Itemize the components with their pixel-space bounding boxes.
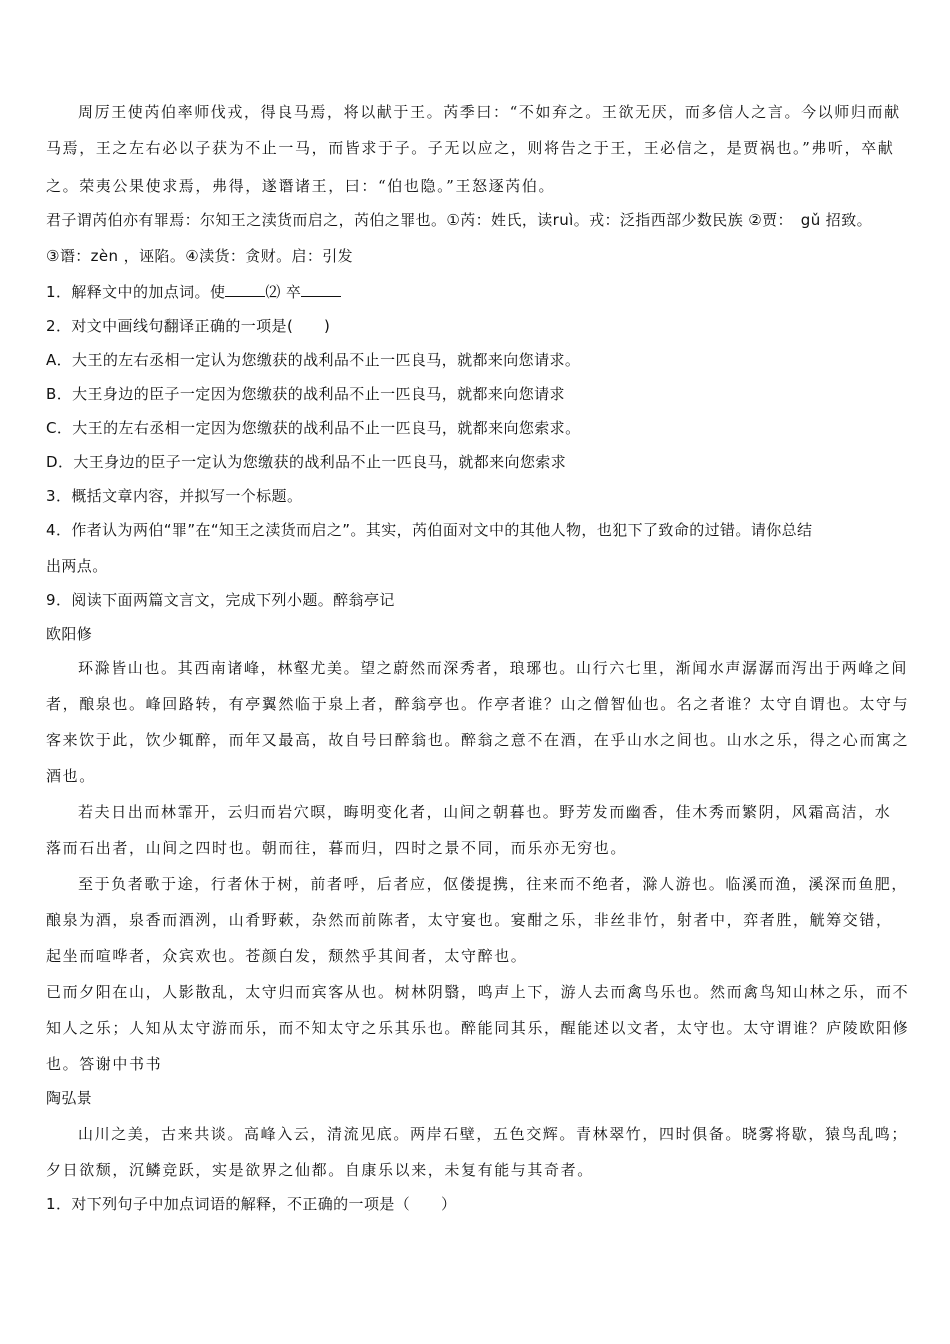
author-name: 欧阳修 bbox=[46, 625, 93, 643]
option-d: D．大王身边的臣子一定认为您缴获的战利品不止一匹良马，就都来向您索求 bbox=[46, 453, 567, 471]
question-4-cont: 出两点。 bbox=[46, 557, 108, 575]
essay-line: 山川之美，古来共谈。高峰入云，清流见底。两岸石壁，五色交辉。青林翠竹，四时俱备。晓雾将歇，猿鸟乱鸣； bbox=[78, 1125, 909, 1143]
section-9-question-1: 1．对下列句子中加点词语的解释，不正确的一项是（ ） bbox=[46, 1195, 457, 1213]
essay-line: 酒也。 bbox=[46, 767, 96, 785]
essay-line: 客来饮于此，饮少辄醉，而年又最高，故自号曰醉翁也。醉翁之意不在酒，在乎山水之间也。山水之乐，得之心而寓之 bbox=[46, 731, 910, 749]
essay-line: 已而夕阳在山，人影散乱，太守归而宾客从也。树林阴翳，鸣声上下，游人去而禽鸟乐也。然而禽鸟知山林之乐，而不 bbox=[46, 983, 910, 1001]
essay-line: 若夫日出而林霏开，云归而岩穴暝，晦明变化者，山间之朝暮也。野芳发而幽香，佳木秀而繁阴，风霜高洁，水 bbox=[78, 803, 892, 821]
essay-line: 夕日欲颓，沉鳞竞跃，实是欲界之仙都。自康乐以来，未复有能与其奇者。 bbox=[46, 1161, 594, 1179]
essay-line: 落而石出者，山间之四时也。朝而往，暮而归，四时之景不同，而乐亦无穷也。 bbox=[46, 839, 628, 857]
essay-line: 至于负者歌于途，行者休于树，前者呼，后者应，伛偻提携，往来而不绝者，滁人游也。临溪而渔，溪深而鱼肥， bbox=[78, 875, 909, 893]
section-9-heading: 9．阅读下面两篇文言文，完成下列小题。醉翁亭记 bbox=[46, 591, 395, 609]
question-3: 3．概括文章内容，并拟写一个标题。 bbox=[46, 487, 303, 505]
footnote-line: 君子谓芮伯亦有罪焉：尔知王之渎货而启之，芮伯之罪也。①芮：姓氏，读ruì。戎：泛指西部少数民族 ②贾： gǔ 招致。 bbox=[46, 211, 873, 229]
essay-line: 也。答谢中书书 bbox=[46, 1055, 163, 1073]
answer-blank-1[interactable] bbox=[225, 282, 265, 297]
question-1-text: 1．解释文中的加点词。使 bbox=[46, 283, 226, 301]
passage1-line: 马焉，王之左右必以子获为不止一马，而皆求于子。子无以应之，则将告之于王，王必信之，是贾祸也。”弗听，卒献 bbox=[46, 139, 895, 157]
essay-line: 知人之乐；人知从太守游而乐，而不知太守之乐其乐也。醉能同其乐，醒能述以文者，太守也。太守谓谁？庐陵欧阳修 bbox=[46, 1019, 910, 1037]
essay-line: 酿泉为酒，泉香而酒洌，山肴野蔌，杂然而前陈者，太守宴也。宴酣之乐，非丝非竹，射者中，弈者胜，觥筹交错， bbox=[46, 911, 893, 929]
essay-line: 起坐而喧哗者，众宾欢也。苍颜白发，颓然乎其间者，太守醉也。 bbox=[46, 947, 528, 965]
passage1-line: 周厉王使芮伯率师伐戎，得良马焉，将以献于王。芮季曰：“不如弃之。王欲无厌，而多信人之言。今以师归而献 bbox=[78, 103, 901, 121]
question-1 bbox=[46, 282, 341, 302]
option-a: A．大王的左右丞相一定认为您缴获的战利品不止一匹良马，就都来向您请求。 bbox=[46, 351, 581, 369]
author-name-2: 陶弘景 bbox=[46, 1089, 93, 1107]
answer-blank-2[interactable] bbox=[301, 282, 341, 297]
question-1-text-2: ⑵ 卒 bbox=[265, 283, 302, 301]
essay-line: 环滁皆山也。其西南诸峰，林壑尤美。望之蔚然而深秀者，琅琊也。山行六七里，渐闻水声潺潺而泻出于两峰之间 bbox=[78, 659, 909, 677]
question-2: 2．对文中画线句翻译正确的一项是( ) bbox=[46, 317, 331, 335]
option-c: C．大王的左右丞相一定因为您缴获的战利品不止一匹良马，就都来向您索求。 bbox=[46, 419, 581, 437]
passage1-line: 之。荣夷公果使求焉，弗得，遂谮诸王，曰：“伯也隐。”王怒逐芮伯。 bbox=[46, 177, 556, 195]
question-4: 4．作者认为两伯“罪”在“知王之渎货而启之”。其实，芮伯面对文中的其他人物，也犯下了致命的过错。请你总结 bbox=[46, 521, 813, 539]
essay-line: 者，酿泉也。峰回路转，有亭翼然临于泉上者，醉翁亭也。作亭者谁？山之僧智仙也。名之者谁？太守自谓也。太守与 bbox=[46, 695, 910, 713]
footnote-line: ③谮：zèn ，诬陷。④渎货：贪财。启：引发 bbox=[46, 247, 354, 265]
option-b: B．大王身边的臣子一定因为您缴获的战利品不止一匹良马，就都来向您请求 bbox=[46, 385, 565, 403]
